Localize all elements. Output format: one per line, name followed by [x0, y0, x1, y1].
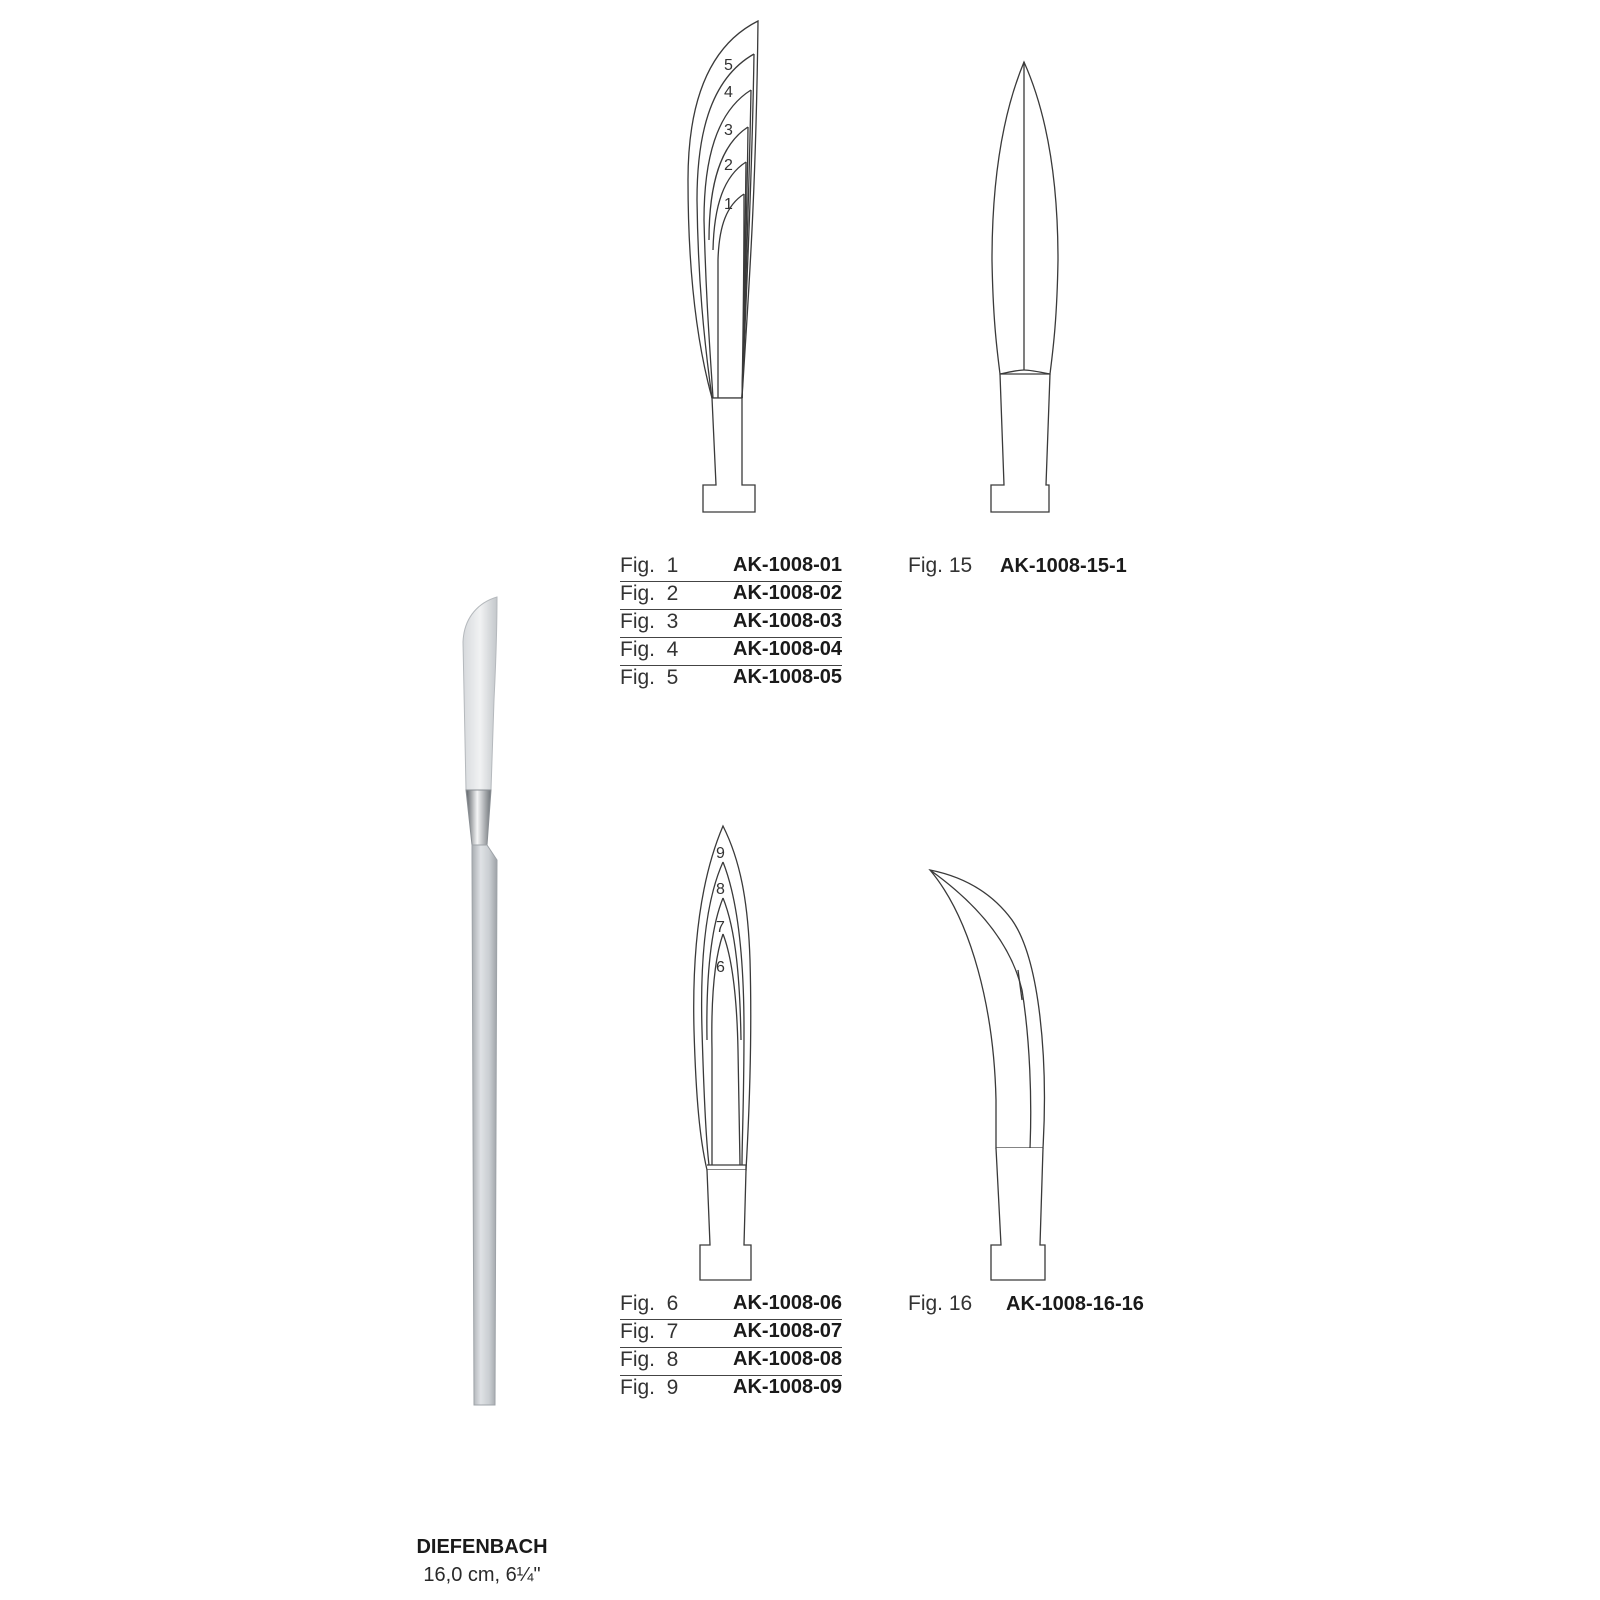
table-row: [620, 1320, 842, 1348]
blade-drawing-figs-1-5: [688, 21, 758, 512]
article-code: AK-1008-04: [733, 638, 842, 660]
product-name: DIEFENBACH: [416, 1536, 548, 1558]
article-code-fig-16: AK-1008-16-16: [1006, 1293, 1144, 1315]
article-code: AK-1008-03: [733, 610, 842, 632]
blade-drawing-fig-15: [991, 62, 1058, 512]
article-code-fig-15: AK-1008-15-1: [1000, 555, 1127, 577]
figure-label: Fig. 2: [620, 582, 679, 605]
figure-label: Fig. 6: [620, 1292, 679, 1315]
figure-label-fig-16: Fig. 16: [908, 1292, 973, 1315]
figure-label-fig-15: Fig. 15: [908, 554, 973, 577]
figure-table-top-left: [620, 554, 842, 693]
table-row: [620, 1376, 842, 1403]
table-row: [620, 1292, 842, 1320]
blade-number: 2: [724, 157, 733, 174]
knife-photo-blade: [463, 597, 497, 790]
figure-label: Fig. 8: [620, 1348, 679, 1371]
blade-number: 9: [716, 845, 725, 862]
figure-label: Fig. 1: [620, 554, 679, 577]
figure-label: Fig. 9: [620, 1376, 679, 1399]
blade-number: 3: [724, 122, 733, 139]
table-row: [620, 554, 842, 582]
table-row: [620, 638, 842, 666]
figure-label: Fig. 7: [620, 1320, 679, 1343]
figure-label: Fig. 5: [620, 666, 679, 689]
table-row: [620, 582, 842, 610]
knife-photo: [463, 597, 497, 1405]
article-code: AK-1008-05: [733, 666, 842, 688]
figure-label: Fig. 4: [620, 638, 679, 661]
knife-photo-neck: [466, 790, 491, 845]
blade-drawing-fig-16: [930, 870, 1045, 1280]
table-row: [620, 610, 842, 638]
knife-photo-handle: [472, 845, 497, 1405]
article-code: AK-1008-07: [733, 1320, 842, 1342]
product-size: 16,0 cm, 6¼": [423, 1564, 541, 1586]
article-code: AK-1008-02: [733, 582, 842, 604]
article-code: AK-1008-01: [733, 554, 842, 576]
article-code: AK-1008-09: [733, 1376, 842, 1398]
figure-table-bottom-left: [620, 1292, 842, 1403]
blade-number: 8: [716, 881, 725, 898]
blade-number: 7: [716, 919, 725, 936]
article-code: AK-1008-06: [733, 1292, 842, 1314]
blade-number: 5: [724, 57, 733, 74]
figure-label: Fig. 3: [620, 610, 679, 633]
table-row: [620, 666, 842, 693]
article-code: AK-1008-08: [733, 1348, 842, 1370]
blade-number: 6: [716, 959, 725, 976]
blade-number: 4: [724, 84, 733, 101]
table-row: [620, 1348, 842, 1376]
blade-number: 1: [724, 196, 733, 213]
